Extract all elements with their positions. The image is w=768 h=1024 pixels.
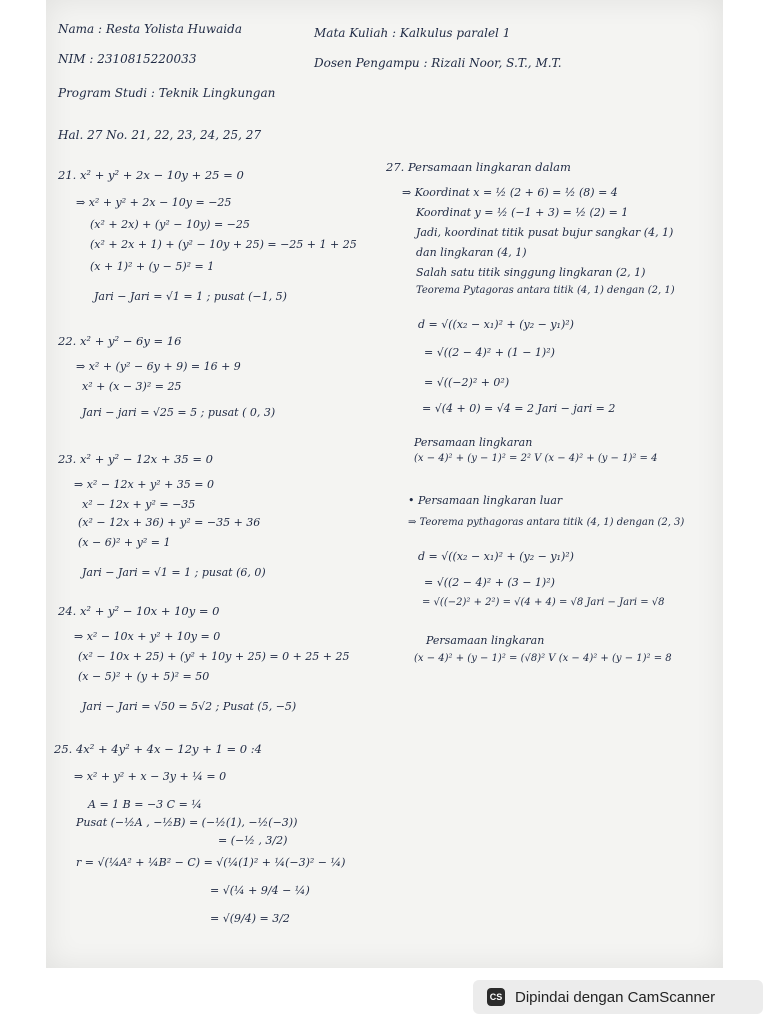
camscanner-logo-icon: CS xyxy=(487,988,505,1006)
math-line: = √((−2)² + 0²) xyxy=(424,376,510,389)
math-line: x² − 12x + y² = −35 xyxy=(82,498,196,511)
lecturer-name: Dosen Pengampu : Rizali Noor, S.T., M.T. xyxy=(314,56,562,70)
math-line: Koordinat y = ½ (−1 + 3) = ½ (2) = 1 xyxy=(416,206,629,219)
camscanner-watermark xyxy=(473,980,763,1014)
math-line: ⇒ Teorema pythagoras antara titik (4, 1) dengan (2, 3) xyxy=(408,517,685,528)
math-line: ⇒ x² − 12x + y² + 35 = 0 xyxy=(74,478,214,491)
math-line: Salah satu titik singgung lingkaran (2, 1) xyxy=(416,266,646,279)
math-line: dan lingkaran (4, 1) xyxy=(416,246,527,259)
outer-circle-title: • Persamaan lingkaran luar xyxy=(408,494,563,507)
math-line: ⇒ Koordinat x = ½ (2 + 6) = ½ (8) = 4 xyxy=(402,186,618,199)
math-line: (x + 1)² + (y − 5)² = 1 xyxy=(90,260,215,273)
math-line: = √(¼ + 9/4 − ¼) xyxy=(210,884,310,897)
problem-24-answer: Jari − Jari = √50 = 5√2 ; Pusat (5, −5) xyxy=(82,700,297,713)
math-line: Jadi, koordinat titik pusat bujur sangkar (4, 1) xyxy=(416,226,674,239)
math-line: ⇒ x² + y² + 2x − 10y = −25 xyxy=(76,196,232,209)
problem-22-answer: Jari − jari = √25 = 5 ; pusat ( 0, 3) xyxy=(82,406,276,419)
scanned-page xyxy=(46,0,723,968)
problem-24-equation: 24. x² + y² − 10x + 10y = 0 xyxy=(58,604,220,618)
math-line: (x² + 2x) + (y² − 10y) = −25 xyxy=(90,218,250,231)
math-line: = √((2 − 4)² + (1 − 1)²) xyxy=(424,346,555,359)
math-line: ⇒ x² + (y² − 6y + 9) = 16 + 9 xyxy=(76,360,241,373)
math-line: Pusat (−½A , −½B) = (−½(1), −½(−3)) xyxy=(76,816,298,829)
problem-22-equation: 22. x² + y² − 6y = 16 xyxy=(58,334,182,348)
problem-25-answer: = √(9/4) = 3/2 xyxy=(210,912,290,925)
math-line: (x² − 12x + 36) + y² = −35 + 36 xyxy=(78,516,261,529)
problem-23-answer: Jari − Jari = √1 = 1 ; pusat (6, 0) xyxy=(82,566,266,579)
student-name: Nama : Resta Yolista Huwaida xyxy=(58,22,242,36)
assignment-page: Hal. 27 No. 21, 22, 23, 24, 25, 27 xyxy=(58,128,262,142)
problem-23-equation: 23. x² + y² − 12x + 35 = 0 xyxy=(58,452,214,466)
math-line: A = 1 B = −3 C = ¼ xyxy=(88,798,202,811)
math-line: = (−½ , 3/2) xyxy=(218,834,288,847)
math-line: x² + (x − 3)² = 25 xyxy=(82,380,182,393)
problem-21-equation: 21. x² + y² + 2x − 10y + 25 = 0 xyxy=(58,168,244,182)
math-line: = √(4 + 0) = √4 = 2 Jari − jari = 2 xyxy=(422,402,616,415)
math-line: Persamaan lingkaran xyxy=(414,436,533,449)
math-line: (x² − 10x + 25) + (y² + 10y + 25) = 0 + 25 + 25 xyxy=(78,650,350,663)
math-line: r = √(¼A² + ¼B² − C) = √(¼(1)² + ¼(−3)² − ¼) xyxy=(76,856,346,869)
math-line: (x − 6)² + y² = 1 xyxy=(78,536,171,549)
math-line: = √((2 − 4)² + (3 − 1)²) xyxy=(424,576,555,589)
problem-27-title: 27. Persamaan lingkaran dalam xyxy=(386,160,571,174)
watermark-text: Dipindai dengan CamScanner xyxy=(515,988,716,1006)
math-line: d = √((x₂ − x₁)² + (y₂ − y₁)²) xyxy=(418,550,574,563)
math-line: Persamaan lingkaran xyxy=(426,634,545,647)
course-name: Mata Kuliah : Kalkulus paralel 1 xyxy=(314,26,511,40)
math-line: ⇒ x² − 10x + y² + 10y = 0 xyxy=(74,630,221,643)
math-line: d = √((x₂ − x₁)² + (y₂ − y₁)²) xyxy=(418,318,574,331)
math-line: (x² + 2x + 1) + (y² − 10y + 25) = −25 + 1 + 25 xyxy=(90,238,357,251)
math-line: = √((−2)² + 2²) = √(4 + 4) = √8 Jari − Jari = √8 xyxy=(422,597,665,608)
math-line: (x − 4)² + (y − 1)² = (√8)² V (x − 4)² + (y − 1)² = 8 xyxy=(414,653,672,664)
problem-21-answer: Jari − Jari = √1 = 1 ; pusat (−1, 5) xyxy=(94,290,287,303)
student-nim: NIM : 2310815220033 xyxy=(58,52,197,66)
math-line: (x − 5)² + (y + 5)² = 50 xyxy=(78,670,210,683)
math-line: Teorema Pytagoras antara titik (4, 1) dengan (2, 1) xyxy=(416,285,675,296)
math-line: ⇒ x² + y² + x − 3y + ¼ = 0 xyxy=(74,770,227,783)
problem-25-equation: 25. 4x² + 4y² + 4x − 12y + 1 = 0 :4 xyxy=(54,742,262,756)
study-program: Program Studi : Teknik Lingkungan xyxy=(58,86,276,100)
math-line: (x − 4)² + (y − 1)² = 2² V (x − 4)² + (y − 1)² = 4 xyxy=(414,453,658,464)
